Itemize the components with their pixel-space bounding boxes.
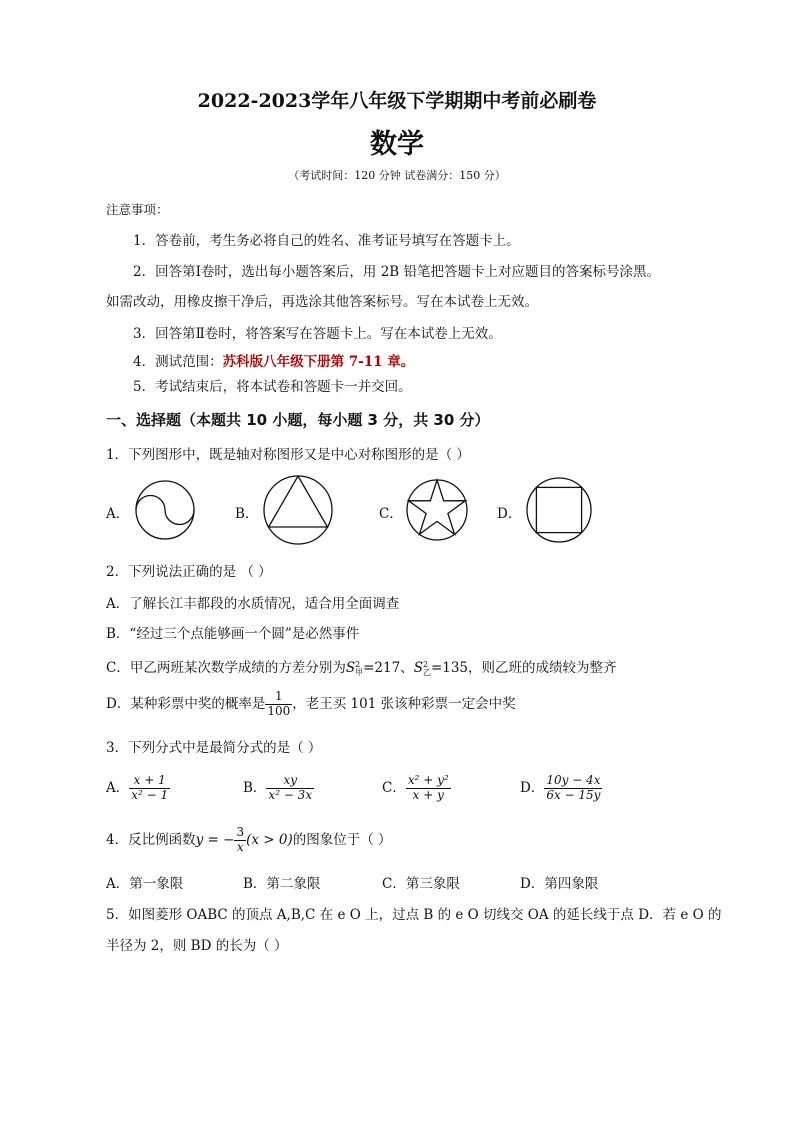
q3-c-num: x² + y² (407, 773, 449, 787)
notice-item-1: 1．答卷前，考生务必将自己的姓名、准考证号填写在答题卡上。 (133, 233, 520, 249)
q4-prefix: 4．反比例函数 (106, 831, 196, 848)
q1-figure-c (405, 478, 469, 542)
q4-func-num: 3 (236, 825, 245, 839)
q3-a-num: x + 1 (129, 774, 170, 789)
notice-item-3: 3．回答第Ⅱ卷时，将答案写在答题卡上。写在本试卷上无效。 (133, 326, 502, 342)
test-scope: 苏科版八年级下册第 7-11 章。 (222, 354, 415, 370)
q2-c-var1: S (345, 660, 356, 676)
q1-option-b-label: B． (235, 506, 259, 522)
notice-item-2b: 如需改动，用橡皮擦干净后，再选涂其他答案标号。写在本试卷上无效。 (106, 294, 538, 310)
q4-option-a: A．第一象限 (106, 876, 184, 892)
q3-b-label: B． (243, 779, 267, 796)
paper-title: 2022-2023学年八年级下学期期中考前必刷卷 (197, 90, 597, 112)
q4-option-d: D．第四象限 (520, 876, 599, 892)
q2-c-sup1: 2 (355, 659, 361, 669)
q2-option-c (106, 656, 617, 677)
q2-option-a: A．了解长江丰都段的水质情况，适合用全面调查 (106, 596, 400, 612)
q2-c-sub2: 乙 (422, 667, 431, 677)
q4-option-c: C．第三象限 (382, 876, 460, 892)
q2-c-sup2: 2 (422, 659, 429, 669)
notice-item-5: 5．考试结束后，将本试卷和答题卡一并交回。 (133, 379, 412, 395)
q1-figure-d (525, 476, 593, 544)
q2-c-script1 (355, 661, 363, 677)
section-heading: 一、选择题（本题共 10 小题，每小题 3 分，共 30 分） (106, 411, 490, 429)
q3-b-fraction (266, 774, 314, 803)
q4-func-lhs: y = − (195, 831, 235, 848)
q5-line-2: 半径为 2，则 BD 的长为（ ） (106, 938, 288, 954)
notice-item-2a: 2．回答第Ⅰ卷时，选出每小题答案后，用 2B 铅笔把答题卡上对应题目的答案标号涂黑。 (133, 264, 661, 280)
q2-d-prefix: D．某种彩票中奖的概率是 (106, 695, 266, 712)
q1-stem: 1．下列图形中，既是轴对称图形又是中心对称图形的是（ ） (106, 447, 470, 463)
q4-func-den: x (236, 839, 244, 854)
q2-stem: 2．下列说法正确的是 （ ） (106, 564, 272, 580)
q3-option-a (106, 774, 170, 803)
q4-option-b: B．第二象限 (243, 876, 321, 892)
q3-c-den: x + y (412, 787, 444, 802)
q3-option-b (243, 774, 314, 803)
q2-option-b: B．“经过三个点能够画一个圆”是必然事件 (106, 626, 360, 642)
q2-c-prefix: C．甲乙两班某次数学成绩的方差分别为 (106, 660, 346, 676)
q2-c-script2 (423, 661, 431, 677)
q2-c-var2: S (413, 660, 423, 676)
q3-d-fraction (544, 774, 602, 803)
q3-d-label: D． (520, 779, 545, 796)
subject-title: 数学 (370, 129, 424, 160)
q2-d-fraction (265, 690, 292, 719)
q3-d-den: 6x − 15y (546, 787, 601, 802)
q3-c-fraction (406, 774, 451, 803)
q3-b-num: xy (266, 774, 314, 789)
q1-option-a-label: A． (106, 506, 130, 522)
q2-d-den: 100 (267, 703, 291, 718)
q3-a-fraction (129, 774, 170, 803)
q3-c-label: C． (382, 779, 406, 796)
q3-a-den: x² − 1 (131, 787, 169, 802)
q1-figure-a (134, 479, 196, 541)
notice-heading: 注意事项： (106, 202, 169, 217)
q1-figure-b (262, 474, 334, 546)
q4-stem (106, 826, 392, 855)
q2-c-mid: =217、 (363, 660, 414, 676)
q4-suffix: 的图象位于（ ） (292, 831, 392, 848)
q4-func-fraction (234, 826, 246, 855)
q4-func-cond: (x > 0) (246, 831, 293, 848)
q3-option-c (382, 774, 451, 803)
q2-c-sub1: 甲 (355, 667, 364, 677)
q1-option-c-label: C． (379, 506, 403, 522)
q3-b-den: x² − 3x (268, 787, 313, 802)
exam-info: （考试时间：120 分钟 试卷满分：150 分） (288, 169, 506, 182)
q3-a-label: A． (106, 779, 130, 796)
q3-d-num: 10y − 4x (546, 773, 601, 787)
q2-c-suffix: =135，则乙班的成绩较为整齐 (430, 660, 617, 676)
q2-d-suffix: ，老王买 101 张该种彩票一定会中奖 (292, 695, 516, 712)
q2-option-d (106, 690, 516, 719)
q1-option-d-label: D． (497, 506, 522, 522)
q3-option-d (520, 774, 602, 803)
notice-item-4-prefix: 4．测试范围： (133, 354, 223, 370)
q2-d-num: 1 (265, 690, 292, 705)
notice-item-4 (133, 350, 414, 370)
q3-stem: 3．下列分式中是最简分式的是（ ） (106, 740, 322, 756)
q5-line-1: 5．如图菱形 OABC 的顶点 A,B,C 在 e O 上，过点 B 的 e O 切线交 OA 的延长线于点 D．若 e O 的 (106, 907, 722, 923)
